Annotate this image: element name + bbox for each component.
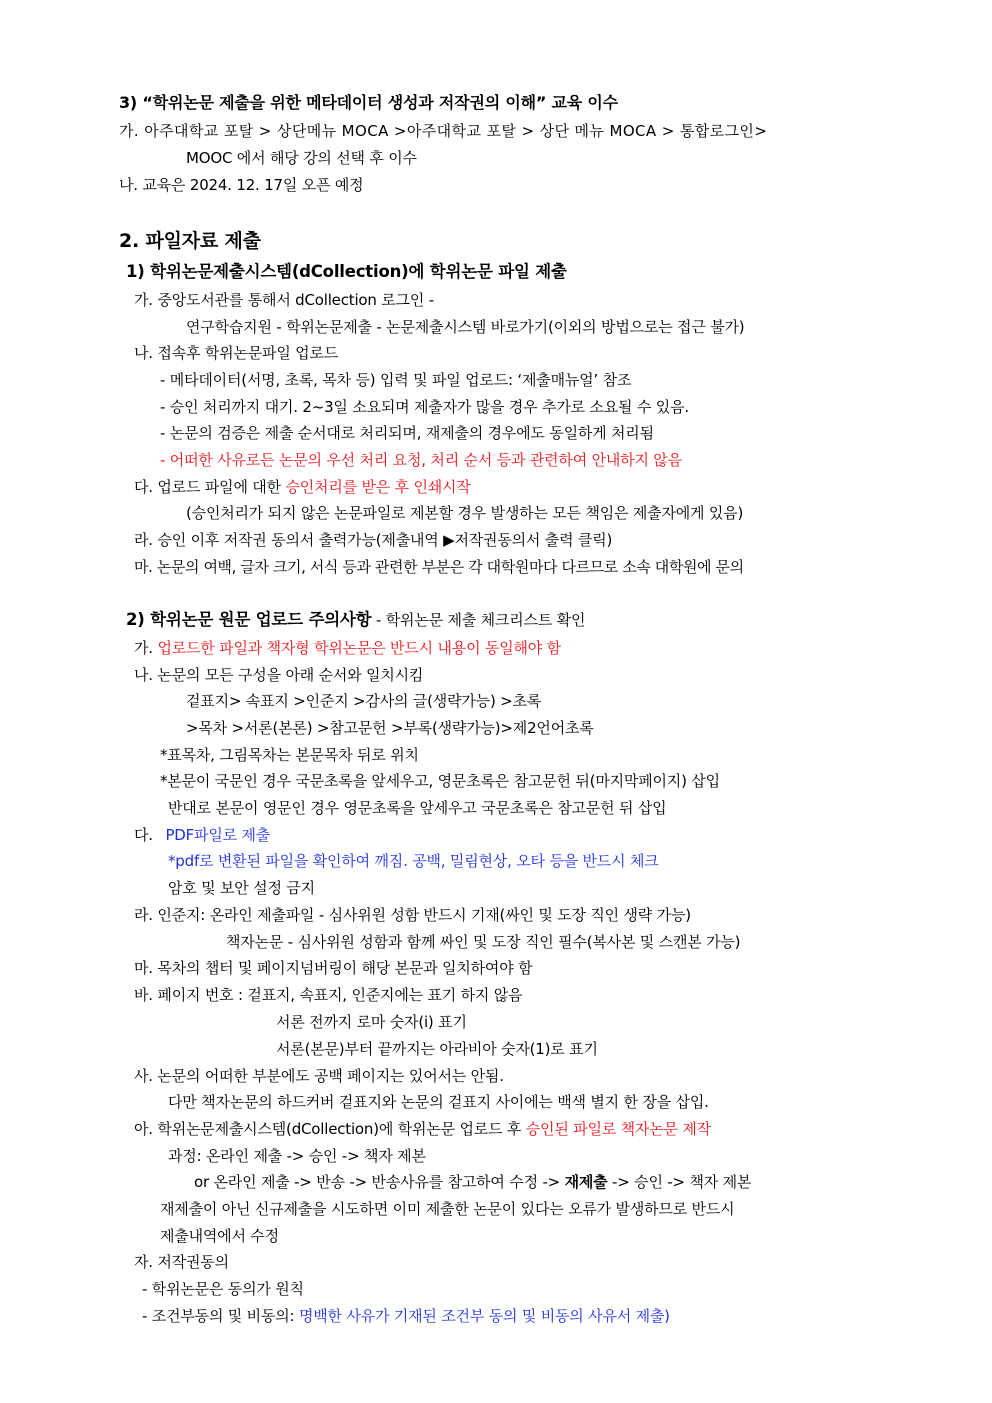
p1-bullet-verification: - 논문의 검증은 제출 순서대로 처리되며, 재제출의 경우에도 동일하게 처리됨 bbox=[160, 424, 654, 442]
p1-item-ma: 마. 논문의 여백, 글자 크기, 서식 등과 관련한 부분은 각 대학원마다 다르므로 소속 대학원에 문의 bbox=[134, 558, 744, 576]
p2-item-sa-cont: 다만 책자논문의 하드커버 겉표지와 논문의 겉표지 사이에는 백색 별지 한 장을 삽입. bbox=[168, 1093, 709, 1111]
p2-item-da-marker: 다. bbox=[134, 826, 158, 844]
p2-bullet-conditional-text: - 조건부동의 및 비동의: bbox=[142, 1307, 299, 1325]
p2-item-ga bbox=[134, 638, 561, 658]
p2-item-ba-arabic: 서론(본문)부터 끝까지는 아라비아 숫자(1)로 표기 bbox=[276, 1040, 598, 1058]
p2-item-da-highlight: PDF파일로 제출 bbox=[165, 826, 271, 844]
p2-bullet-conditional-highlight: 명백한 사유가 기재된 조건부 동의 및 비동의 사유서 제출) bbox=[298, 1307, 670, 1325]
p1-item-da-cont: (승인처리가 되지 않은 논문파일로 제본할 경우 발생하는 모든 책임은 제출자에게 있음) bbox=[186, 504, 744, 522]
p2-item-ma: 마. 목차의 챕터 및 페이지넘버링이 해당 본문과 일치하여야 함 bbox=[134, 959, 533, 977]
p2-item-a-process-alt bbox=[194, 1172, 751, 1192]
subsection-title-2-text: 2) 학위논문 원문 업로드 주의사항 bbox=[126, 610, 372, 629]
p2-note-toc: *표목차, 그림목차는 본문목차 뒤로 위치 bbox=[160, 746, 419, 764]
p2-item-a-process-alt-text: or 온라인 제출 -> 반송 -> 반송사유를 참고하여 수정 -> bbox=[194, 1173, 565, 1191]
p2-item-ga-highlight: 업로드한 파일과 책자형 학위논문은 반드시 내용이 동일해야 함 bbox=[157, 639, 561, 657]
section-title: 2. 파일자료 제출 bbox=[119, 230, 261, 252]
p2-bullet-consent: - 학위논문은 동의가 원칙 bbox=[142, 1280, 304, 1298]
p2-item-da-security: 암호 및 보안 설정 금지 bbox=[168, 879, 315, 897]
p1-item-da-text: 다. 업로드 파일에 대한 bbox=[134, 478, 286, 496]
p1-bullet-metadata: - 메타데이터(서명, 초록, 목차 등) 입력 및 파일 업로드: ‘제출매뉴얼’ 참조 bbox=[160, 371, 632, 389]
p2-item-ba: 바. 페이지 번호 : 겉표지, 속표지, 인준지에는 표기 하지 않음 bbox=[134, 986, 523, 1004]
education-item-ga-cont: MOOC 에서 해당 강의 선택 후 이수 bbox=[186, 149, 417, 167]
p2-item-a-warning-cont: 제출내역에서 수정 bbox=[160, 1227, 279, 1245]
p2-note-korean: *본문이 국문인 경우 국문초록을 앞세우고, 영문초록은 참고문헌 뒤(마지막페이지) 삽입 bbox=[160, 772, 720, 790]
p2-item-a-process-alt-end: -> 승인 -> 책자 제본 bbox=[607, 1173, 752, 1191]
education-heading: 3) “학위논문 제출을 위한 메타데이터 생성과 저작권의 이해” 교육 이수 bbox=[119, 93, 618, 112]
p2-item-ra-cont: 책자논문 - 심사위원 성함과 함께 싸인 및 도장 직인 필수(복사본 및 스캔본 가능) bbox=[226, 933, 741, 951]
p2-item-a-resubmit: 재제출 bbox=[564, 1173, 608, 1191]
p2-item-a-text: 아. 학위논문제출시스템(dCollection)에 학위논문 업로드 후 bbox=[134, 1120, 526, 1138]
p2-bullet-conditional bbox=[142, 1306, 670, 1326]
education-item-na: 나. 교육은 2024. 12. 17일 오픈 예정 bbox=[119, 176, 364, 194]
p2-item-a-process: 과정: 온라인 제출 -> 승인 -> 책자 제본 bbox=[168, 1147, 426, 1165]
p2-item-na: 나. 논문의 모든 구성을 아래 순서와 일치시킴 bbox=[134, 666, 424, 684]
subsection-title-2 bbox=[126, 610, 585, 630]
p1-bullet-approval: - 승인 처리까지 대기. 2~3일 소요되며 제출자가 많을 경우 추가로 소요될 수 있음. bbox=[160, 398, 689, 416]
p1-item-ga-cont: 연구학습지원 - 학위논문제출 - 논문제출시스템 바로가기(이외의 방법으로는 접근 불가) bbox=[186, 318, 745, 336]
p2-item-a bbox=[134, 1119, 711, 1139]
p2-item-ja: 자. 저작권동의 bbox=[134, 1253, 229, 1271]
p2-note-english: 반대로 본문이 영문인 경우 영문초록을 앞세우고 국문초록은 참고문헌 뒤 삽입 bbox=[168, 799, 667, 817]
p2-item-ra: 라. 인준지: 온라인 제출파일 - 심사위원 성함 반드시 기재(싸인 및 도장 직인 생략 가능) bbox=[134, 906, 691, 924]
p2-item-da bbox=[134, 825, 270, 845]
p1-item-ra: 라. 승인 이후 저작권 동의서 출력가능(제출내역 ▶저작권동의서 출력 클릭) bbox=[134, 531, 613, 549]
p2-item-sa: 사. 논문의 어떠한 부분에도 공백 페이지는 있어서는 안됨. bbox=[134, 1067, 504, 1085]
p2-item-a-highlight: 승인된 파일로 책자논문 제작 bbox=[525, 1120, 711, 1138]
p1-bullet-notice: - 어떠한 사유로든 논문의 우선 처리 요청, 처리 순서 등과 관련하여 안내하지 않음 bbox=[160, 451, 682, 469]
education-item-ga: 가. 아주대학교 포탈 > 상단메뉴 MOCA >아주대학교 포탈 > 상단 메뉴 MOCA > 통합로그인> bbox=[119, 122, 768, 140]
p1-item-ga: 가. 중앙도서관를 통해서 dCollection 로그인 - bbox=[134, 291, 434, 309]
subsection-title-1: 1) 학위논문제출시스템(dCollection)에 학위논문 파일 제출 bbox=[126, 262, 567, 281]
p1-item-na: 나. 접속후 학위논문파일 업로드 bbox=[134, 344, 339, 362]
p1-item-da bbox=[134, 477, 471, 497]
p2-item-ga-marker: 가. bbox=[134, 639, 158, 657]
p2-item-ba-roman: 서론 전까지 로마 숫자(i) 표기 bbox=[276, 1013, 467, 1031]
p1-item-da-highlight: 승인처리를 받은 후 인쇄시작 bbox=[285, 478, 471, 496]
p2-item-da-check: *pdf로 변환된 파일을 확인하여 깨짐. 공백, 밀림현상, 오타 등을 반드시 체크 bbox=[168, 852, 659, 870]
p2-item-a-warning: 재제출이 아닌 신규제출을 시도하면 이미 제출한 논문이 있다는 오류가 발생하므로 반드시 bbox=[160, 1200, 735, 1218]
p2-order-line-2: >목차 >서론(본론) >참고문헌 >부록(생략가능)>제2언어초록 bbox=[186, 719, 594, 737]
subsection-title-2-suffix: - 학위논문 제출 체크리스트 확인 bbox=[371, 611, 586, 629]
p2-order-line-1: 겉표지> 속표지 >인준지 >감사의 글(생략가능) >초록 bbox=[186, 692, 542, 710]
